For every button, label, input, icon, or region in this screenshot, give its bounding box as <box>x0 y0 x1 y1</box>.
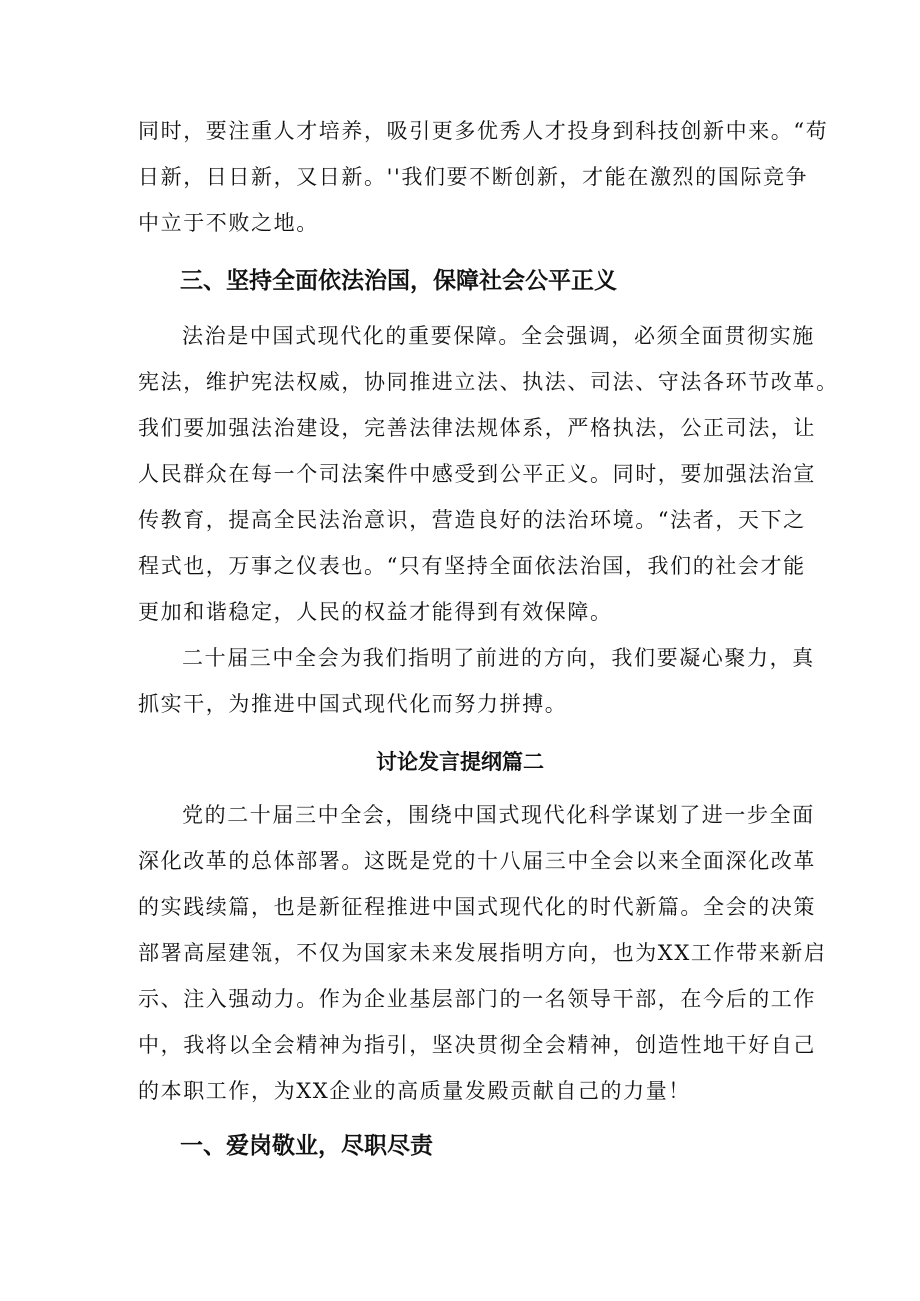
paragraph-conclusion <box>138 635 815 727</box>
text-line: 日新，日日新，又日新。''我们要不断创新，才能在激烈的国际竞争 <box>138 165 809 189</box>
section-title: 讨论发言提纲篇二 <box>376 750 544 774</box>
text-line: 党的二十届三中全会，围绕中国式现代化科学谋划了进一步全面 <box>182 803 815 827</box>
text-line: 深化改革的总体部署。这既是党的十八届三中全会以来全面深化改革 <box>138 849 816 873</box>
text-line: 部署高屋建瓴，不仅为国家未来发展指明方向，也为XX工作带来新启 <box>138 941 827 965</box>
text-line: 更加和谐稳定，人民的权益才能得到有效保障。 <box>138 600 613 624</box>
text-line: 法治是中国式现代化的重要保障。全会强调，必须全面贯彻实施 <box>182 324 815 348</box>
paragraph-rule-of-law <box>138 313 839 635</box>
text-line: 宪法，维护宪法权威，协同推进立法、执法、司法、守法各环节改革。 <box>138 370 839 394</box>
text-line: 我们要加强法治建设，完善法律法规体系，严格执法，公正司法，让 <box>138 416 816 440</box>
text-line: 的实践续篇，也是新征程推进中国式现代化的时代新篇。全会的决策 <box>138 895 816 919</box>
text-line: 二十届三中全会为我们指明了前进的方向，我们要凝心聚力，真 <box>182 646 815 670</box>
text-line: 传教育，提高全民法治意识，营造良好的法治环境。“法者，天下之 <box>138 508 806 532</box>
text-line: 程式也，万事之仪表也。“只有坚持全面依法治国，我们的社会才能 <box>138 554 806 578</box>
text-line: 的本职工作，为XX企业的高质量发殿贡献自己的力量！ <box>138 1079 691 1103</box>
paragraph-intro <box>138 792 827 1114</box>
paragraph-talent <box>138 108 829 246</box>
text-line: 中立于不败之地。 <box>138 211 319 235</box>
heading-rule-of-law: 三、坚持全面依法治国，保障社会公平正义 <box>180 268 617 294</box>
text-line: 中，我将以全会精神为指引，坚决贯彻全会精神，创造性地干好自己 <box>138 1033 816 1057</box>
heading-dedication: 一、爱岗敬业，尽职尽责 <box>180 1133 433 1159</box>
text-line: 抓实干，为推进中国式现代化而努力拼搏。 <box>138 692 568 716</box>
text-line: 人民群众在每一个司法案件中感受到公平正义。同时，要加强法治宣 <box>138 462 816 486</box>
text-line: 同时，要注重人才培养，吸引更多优秀人才投身到科技创新中来。“苟 <box>138 119 829 143</box>
text-line: 示、注入强动力。作为企业基层部门的一名领导干部，在今后的工作 <box>138 987 816 1011</box>
